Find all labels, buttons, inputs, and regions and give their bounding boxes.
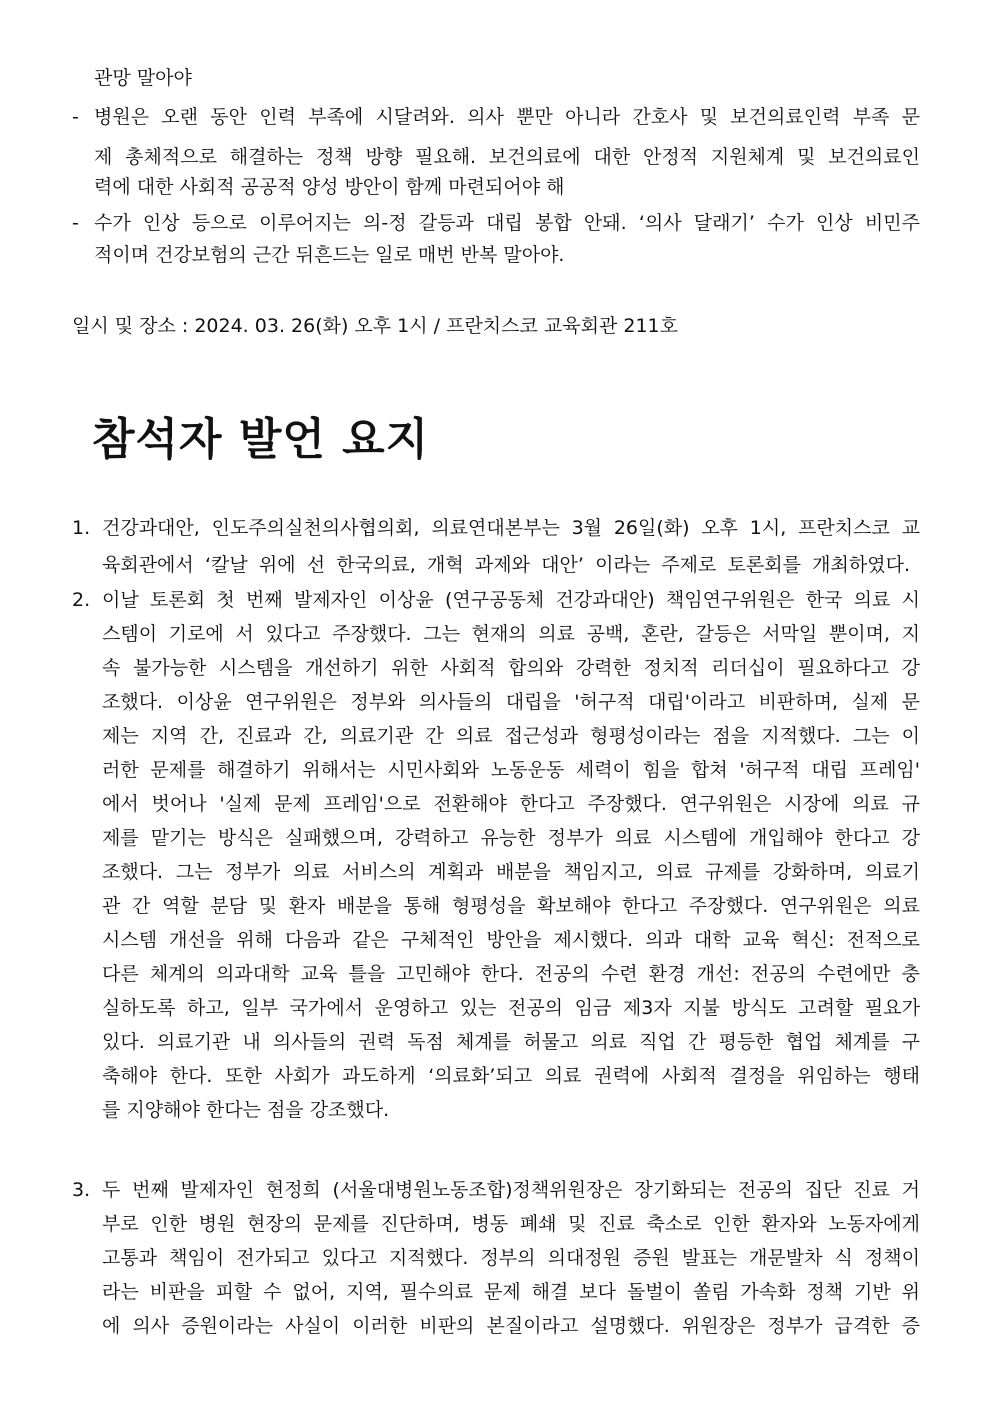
item-text-line: 조했다. 그는 정부가 의료 서비스의 계획과 배분을 책임지고, 의료 규제를 강화하며, 의료기 <box>102 861 920 883</box>
item-number: 1. <box>72 517 91 539</box>
item-number: 2. <box>72 589 91 611</box>
item-text-line: 속 불가능한 시스템을 개선하기 위한 사회적 합의와 강력한 정치적 리더십이 필요하다고 강 <box>102 657 920 679</box>
item-text-line: 이날 토론회 첫 번째 발제자인 이상윤 (연구공동체 건강과대안) 책임연구위원은 한국 의료 시 <box>102 589 920 611</box>
item-text-line: 다른 체계의 의과대학 교육 틀을 고민해야 한다. 전공의 수련 환경 개선: 전공의 수련에만 충 <box>102 963 920 985</box>
item-text-line: 조했다. 이상윤 연구위원은 정부와 의사들의 대립을 '허구적 대립'이라고 비판하며, 실제 문 <box>102 691 920 713</box>
item-text-line: 건강과대안, 인도주의실천의사협의회, 의료연대본부는 3월 26일(화) 오후 1시, 프란치스코 교 <box>102 517 920 539</box>
item-text-line: 를 지양해야 한다는 점을 강조했다. <box>102 1099 390 1121</box>
item-text-line: 라는 비판을 피할 수 없어, 지역, 필수의료 문제 해결 보다 돌벌이 쏠림 가속화 정책 기반 위 <box>102 1281 920 1303</box>
item-text-line: 관 간 역할 분담 및 환자 배분을 통해 형평성을 확보해야 한다고 주장했다. 연구위원은 의료 <box>102 895 920 917</box>
item-text-line: 있다. 의료기관 내 의사들의 권력 독점 체계를 허물고 의료 직업 간 평등한 협업 체계를 구 <box>102 1031 920 1053</box>
bullet-text-line: 수가 인상 등으로 이루어지는 의-정 갈등과 대립 봉합 안돼. ‘의사 달래기’ 수가 인상 비민주 <box>94 212 920 234</box>
item-text-line: 제를 맡기는 방식은 실패했으며, 강력하고 유능한 정부가 의료 시스템에 개입해야 한다고 강 <box>102 827 920 849</box>
bullet-dash: - <box>72 212 79 234</box>
item-text-line: 육회관에서 ‘칼날 위에 선 한국의료, 개혁 과제와 대안’ 이라는 주제로 토론회를 개최하였다. <box>102 554 910 576</box>
bullet-text-line: 병원은 오랜 동안 인력 부족에 시달려와. 의사 뿐만 아니라 간호사 및 보건의료인력 부족 문 <box>94 106 920 128</box>
bullet-dash: - <box>72 106 79 128</box>
continued-text: 관망 말아야 <box>94 67 192 89</box>
item-text-line: 부로 인한 병원 현장의 문제를 진단하며, 병동 폐쇄 및 진료 축소로 인한 환자와 노동자에게 <box>102 1213 920 1235</box>
item-text-line: 제는 지역 간, 진료과 간, 의료기관 간 의료 접근성과 형평성이라는 점을 지적했다. 그는 이 <box>102 725 920 747</box>
item-number: 3. <box>72 1179 91 1201</box>
item-text-line: 에서 벗어나 '실제 문제 프레임'으로 전환해야 한다고 주장했다. 연구위원은 시장에 의료 규 <box>102 793 920 815</box>
item-text-line: 실하도록 하고, 일부 국가에서 운영하고 있는 전공의 임금 제3자 지불 방식도 고려할 필요가 <box>102 997 920 1019</box>
item-text-line: 스템이 기로에 서 있다고 주장했다. 그는 현재의 의료 공백, 혼란, 갈등은 서막일 뿐이며, 지 <box>102 623 920 645</box>
bullet-text-line: 제 총체적으로 해결하는 정책 방향 필요해. 보건의료에 대한 안정적 지원체계 및 보건의료인 <box>94 146 920 168</box>
item-text-line: 시스템 개선을 위해 다음과 같은 구체적인 방안을 제시했다. 의과 대학 교육 혁신: 전적으로 <box>102 929 920 951</box>
bullet-text-line: 적이며 건강보험의 근간 뒤흔드는 일로 매번 반복 말아야. <box>94 244 565 266</box>
bullet-text-line: 력에 대한 사회적 공공적 양성 방안이 함께 마련되어야 해 <box>94 176 565 198</box>
item-text-line: 러한 문제를 해결하기 위해서는 시민사회와 노동운동 세력이 힘을 합쳐 '허구적 대립 프레임' <box>102 759 920 781</box>
item-text-line: 두 번째 발제자인 현정희 (서울대병원노동조합)정책위원장은 장기화되는 전공의 집단 진료 거 <box>102 1179 920 1201</box>
section-heading: 참석자 발언 요지 <box>92 414 430 465</box>
date-place: 일시 및 장소 : 2024. 03. 26(화) 오후 1시 / 프란치스코 교육회관 211호 <box>72 315 678 337</box>
item-text-line: 고통과 책임이 전가되고 있다고 지적했다. 정부의 의대정원 증원 발표는 개문발차 식 정책이 <box>102 1247 920 1269</box>
item-text-line: 축해야 한다. 또한 사회가 과도하게 ‘의료화’되고 의료 권력에 사회적 결정을 위임하는 행태 <box>102 1065 920 1087</box>
item-text-line: 에 의사 증원이라는 사실이 이러한 비판의 본질이라고 설명했다. 위원장은 정부가 급격한 증 <box>102 1315 920 1337</box>
